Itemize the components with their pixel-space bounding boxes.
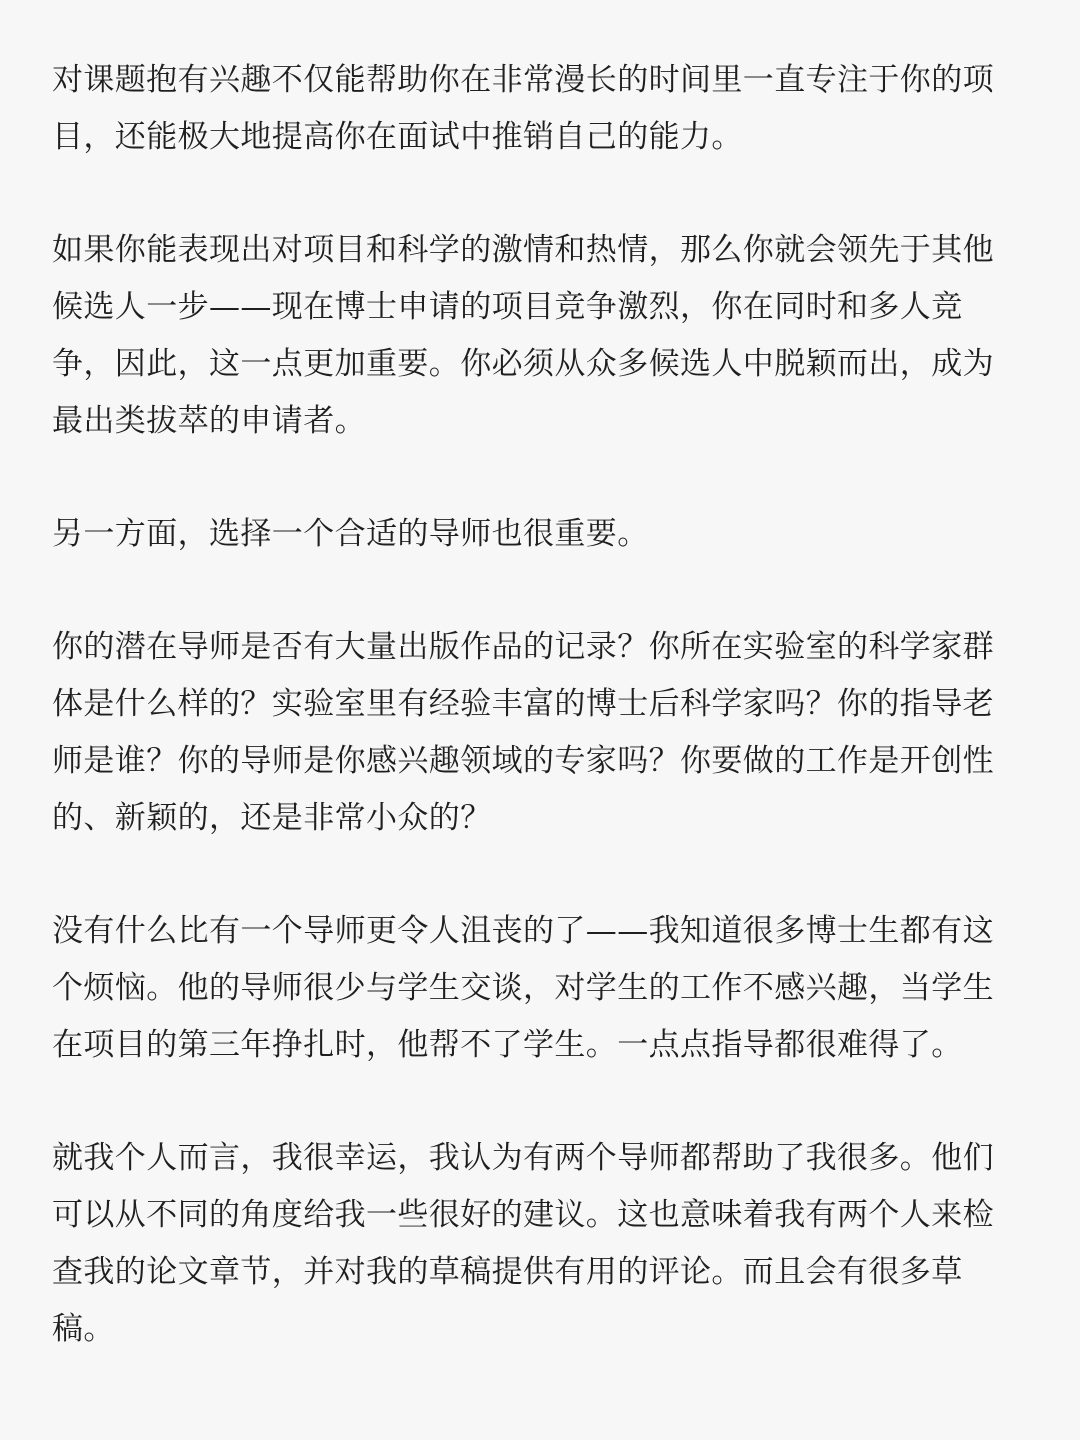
paragraph-topic-interest	[52, 52, 1032, 166]
text-line: 另一方面，选择一个合适的导师也很重要。	[52, 516, 649, 552]
paragraph-frustrating-supervisor	[52, 903, 1032, 1074]
text-line: 争，因此，这一点更加重要。你必须从众多候选人中脱颖而出，成为	[52, 346, 994, 382]
text-line: 的、新颖的，还是非常小众的？	[52, 800, 492, 836]
text-line: 候选人一步——现在博士申请的项目竞争激烈，你在同时和多人竞	[52, 289, 963, 325]
text-line: 在项目的第三年挣扎时，他帮不了学生。一点点指导都很难得了。	[52, 1027, 963, 1063]
text-line: 个烦恼。他的导师很少与学生交谈，对学生的工作不感兴趣，当学生	[52, 970, 994, 1006]
text-line: 可以从不同的角度给我一些很好的建议。这也意味着我有两个人来检	[52, 1197, 994, 1233]
article-body	[52, 52, 1032, 1414]
text-line: 查我的论文章节，并对我的草稿提供有用的评论。而且会有很多草	[52, 1254, 963, 1290]
text-line: 稿。	[52, 1311, 115, 1347]
text-line: 如果你能表现出对项目和科学的激情和热情，那么你就会领先于其他	[52, 232, 994, 268]
paragraph-personal-experience	[52, 1130, 1032, 1358]
text-line: 对课题抱有兴趣不仅能帮助你在非常漫长的时间里一直专注于你的项	[52, 62, 994, 98]
text-line: 你的潜在导师是否有大量出版作品的记录？你所在实验室的科学家群	[52, 629, 994, 665]
paragraph-supervisor-questions	[52, 619, 1032, 847]
text-line: 没有什么比有一个导师更令人沮丧的了——我知道很多博士生都有这	[52, 913, 994, 949]
text-line: 最出类拔萃的申请者。	[52, 403, 366, 439]
text-line: 师是谁？你的导师是你感兴趣领域的专家吗？你要做的工作是开创性	[52, 743, 994, 779]
text-line: 就我个人而言，我很幸运，我认为有两个导师都帮助了我很多。他们	[52, 1140, 994, 1176]
text-line: 体是什么样的？实验室里有经验丰富的博士后科学家吗？你的指导老	[52, 686, 994, 722]
text-line: 目，还能极大地提高你在面试中推销自己的能力。	[52, 119, 743, 155]
paragraph-passion	[52, 222, 1032, 450]
paragraph-choose-supervisor	[52, 506, 1032, 563]
